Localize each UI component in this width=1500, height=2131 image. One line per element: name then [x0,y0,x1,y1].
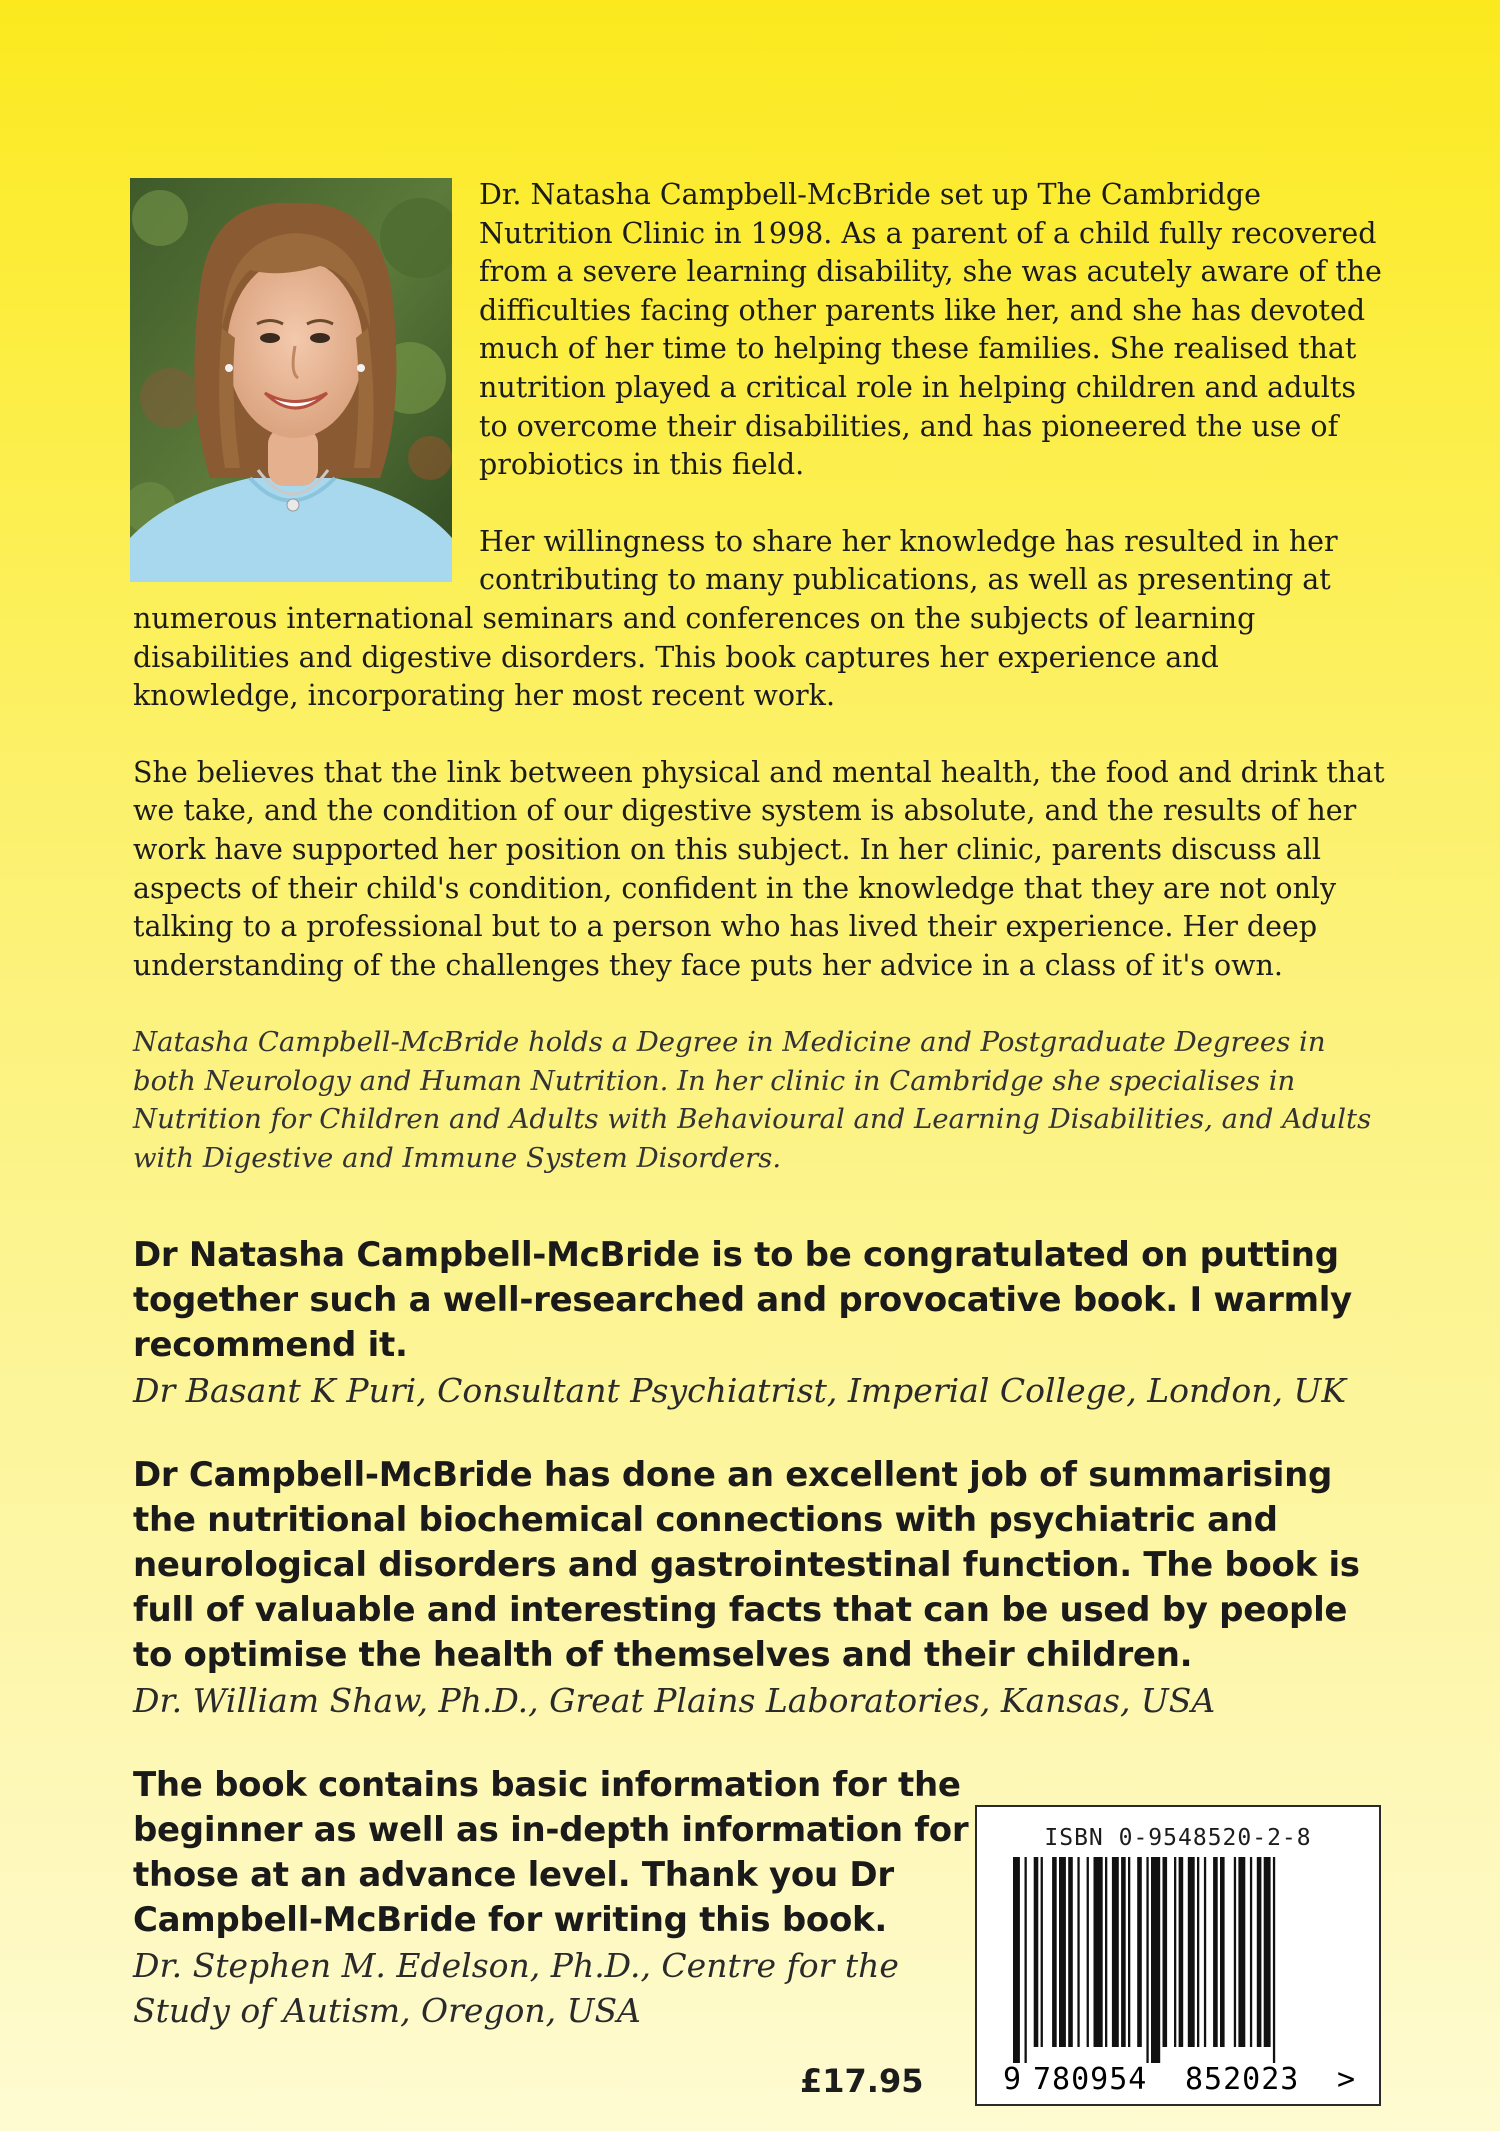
barcode-bar [1264,1857,1271,2047]
barcode-bar [1234,1857,1236,2047]
barcode-bar [1204,1857,1206,2047]
barcode-bar [1105,1857,1107,2047]
barcode-bar [1257,1857,1262,2047]
barcode-bar [1034,1857,1039,2047]
barcode-bar [1220,1857,1225,2047]
barcode-graphic [977,1807,1379,2104]
barcode-digit-first: 9 [1003,2062,1022,2097]
barcode-bar [1013,1857,1020,2063]
barcode-bar [1128,1857,1130,2047]
barcode-bar [1025,1857,1027,2063]
barcode-bar [1112,1857,1119,2047]
barcode-bar [1197,1857,1199,2047]
quote-text: Dr Natasha Campbell-McBride is to be congratulated on putting together such a well-researched and provocative book. I warmly recommend it. [133,1235,1352,1365]
bio-paragraph-3: She believes that the link between physical and mental health, the food and drink that we take, and the condition of our digestive system is absolute, and the results of her work have supported her position on this subject. In her clinic, parents discuss all aspects of their child's condition, confident in the knowledge that they are not only talking to a professional but to a person who has lived their experience. Her deep understanding of the challenges they face puts her advice in a class of it's own. [133,755,1385,982]
bio-paragraph-2: Her willingness to share her knowledge has resulted in her contributing to many publications, as well as presenting at numerous international seminars and conferences on the subjects of learning disabilities and digestive disorders. This book captures her experience and knowledge, incorporating her most recent work. [133,524,1338,713]
barcode-bar [1238,1857,1245,2047]
quote-attribution: Dr Basant K Puri, Consultant Psychiatrist, Imperial College, London, UK [133,1371,1346,1410]
barcode-bar [1151,1857,1160,2063]
barcode-bar [1250,1857,1252,2047]
isbn-label: ISBN 0-9548520-2-8 [1044,1825,1312,1851]
barcode-bar [1179,1857,1184,2047]
barcode-bars [1013,1857,1275,2063]
quote-attribution: Dr. William Shaw, Ph.D., Great Plains Laboratories, Kansas, USA [133,1681,1216,1720]
isbn-barcode [975,1805,1381,2106]
quote-attribution: Dr. Stephen M. Edelson, Ph.D., Centre for the Study of Autism, Oregon, USA [133,1946,899,2030]
barcode-digits-left: 780954 [1033,2062,1148,2097]
barcode-bar [1068,1857,1073,2047]
barcode-bar [1137,1857,1142,2047]
barcode-bar [1087,1857,1089,2047]
barcode-bar [1059,1857,1066,2047]
barcode-bar [1094,1857,1103,2047]
review-quote-1 [133,1233,1393,1413]
author-credentials: Natasha Campbell-McBride holds a Degree in Medicine and Postgraduate Degrees in both Neurology and Human Nutrition. In her clinic in Cambridge she specialises in Nutrition for Children and Adults with Behavioural and Learning Disabilities, and Adults with Digestive and Immune System Disorders. [133,1026,1372,1175]
review-quote-2 [133,1453,1393,1723]
barcode-bar [1273,1857,1275,2063]
photo-wrap-spacer [133,176,479,586]
price-label: £17.95 [800,2062,924,2100]
barcode-bar [1121,1857,1126,2047]
barcode-bar [1174,1857,1176,2047]
barcode-bar [1041,1857,1043,2047]
barcode-bar [1213,1857,1218,2047]
barcode-bar [1188,1857,1195,2047]
barcode-digits-right: 852023 [1185,2062,1300,2097]
review-quote-3 [133,1763,973,2033]
barcode-bar [1163,1857,1168,2047]
author-biography [133,176,1385,1216]
quote-text: The book contains basic information for the beginner as well as in-depth information for those at an advance level. Thank you Dr Campbell-McBride for writing this book. [133,1765,969,1940]
bio-paragraph-1: Dr. Natasha Campbell-McBride set up The Cambridge Nutrition Clinic in 1998. As a parent of a child fully recovered from a severe learning disability, she was acutely aware of the difficulties facing other parents like her, and she has devoted much of her time to helping these families. She realised that nutrition played a critical role in helping children and adults to overcome their disabilities, and has pioneered the use of probiotics in this field. [479,178,1382,482]
barcode-bar [1077,1857,1079,2047]
barcode-bar [1146,1857,1148,2063]
quote-text: Dr Campbell-McBride has done an excellent job of summarising the nutritional biochemical connections with psychiatric and neurological disorders and gastrointestinal function. The book is full of valuable and interesting facts that can be used by people to optimise the health of themselves and their children. [133,1455,1360,1675]
barcode-quiet-mark: > [1337,2062,1356,2097]
barcode-bar [1052,1857,1057,2047]
